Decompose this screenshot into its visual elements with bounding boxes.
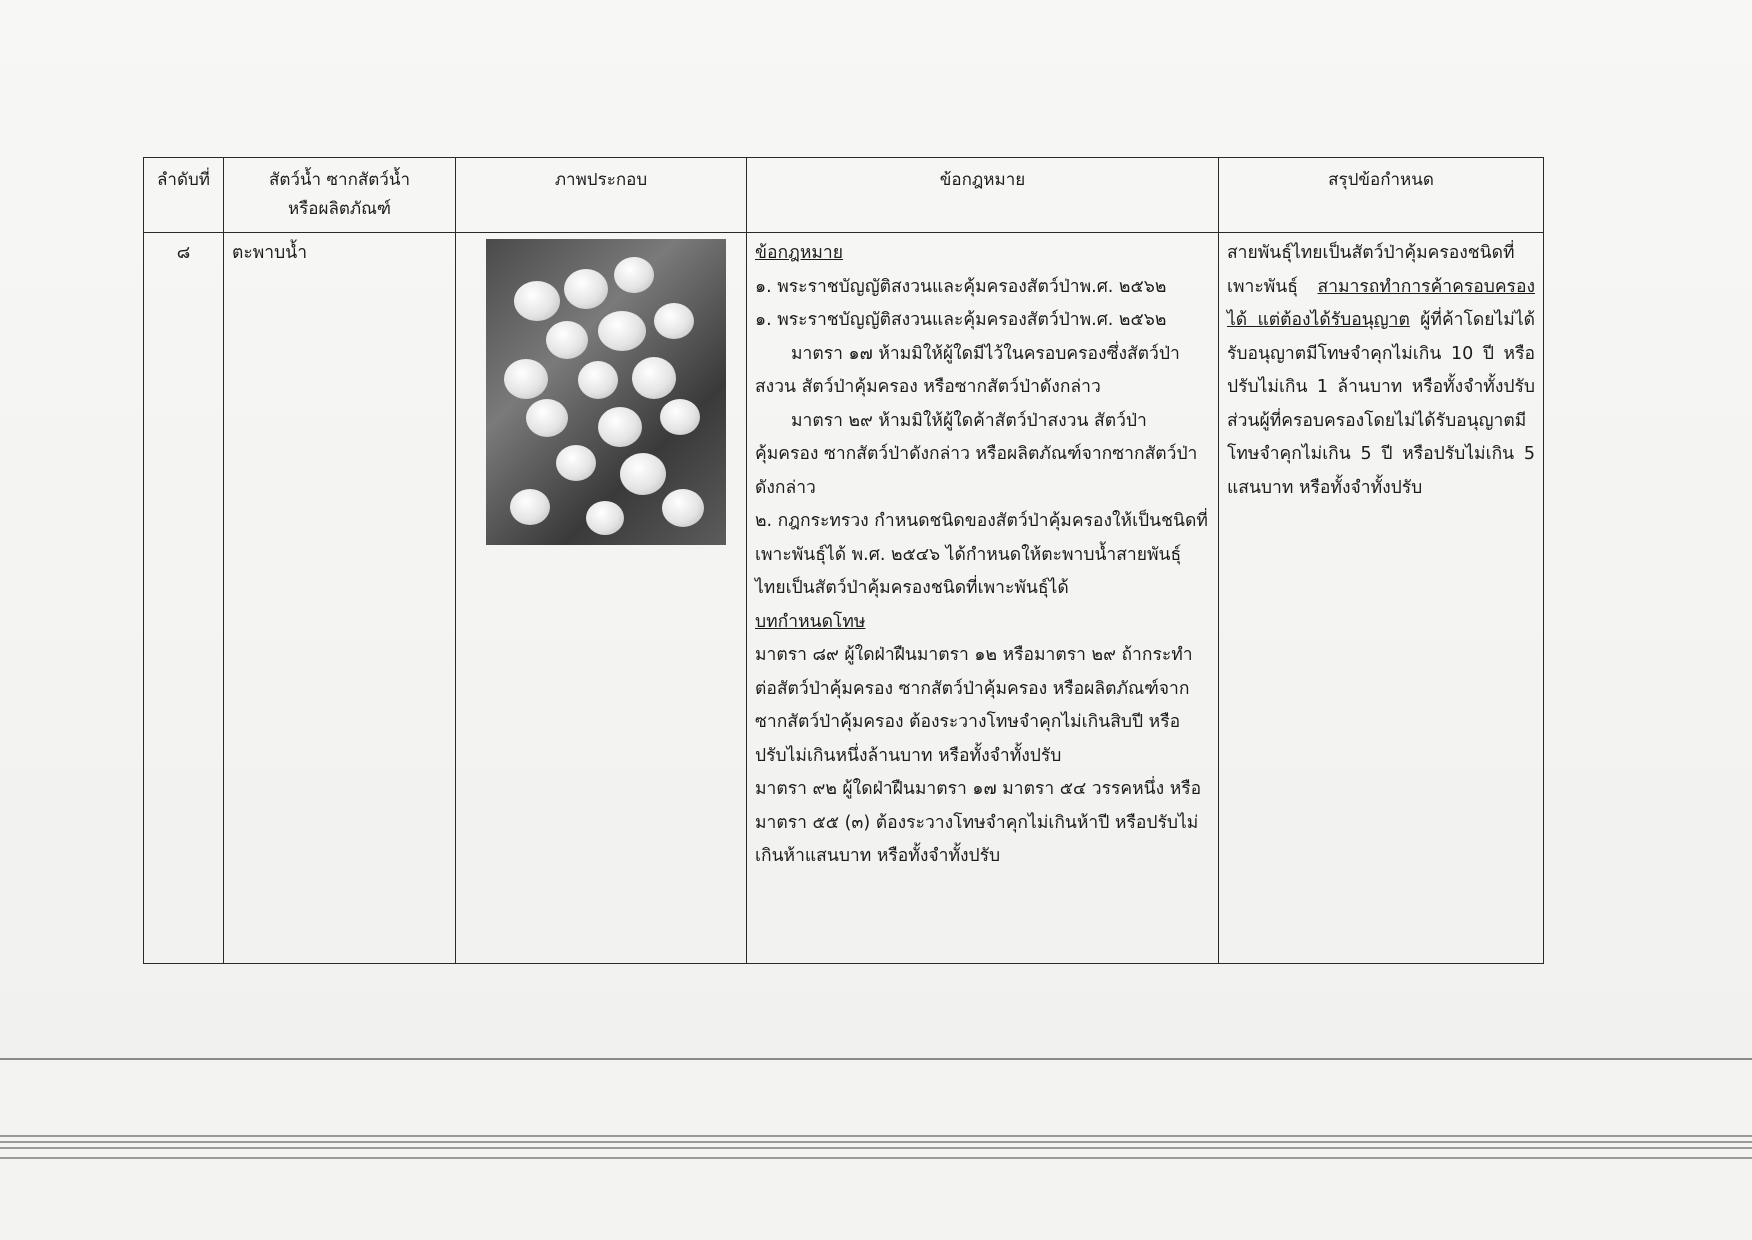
- header-row: [144, 158, 1544, 233]
- summary-part-b: สามารถทำการค้าครอบครองได้ แต่ต้องได้รับอนุญาต: [1227, 276, 1535, 330]
- summary-part-a: สายพันธุ์ไทยเป็นสัตว์ป่าคุ้มครองชนิดที่เพาะพันธุ์: [1227, 243, 1515, 297]
- law-item-2: ๒. กฎกระทรวง กำหนดชนิดของสัตว์ป่าคุ้มครองให้เป็นชนิดที่เพาะพันธุ์ได้ พ.ศ. ๒๕๔๖ ได้กำหนดให้ตะพาบน้ำสายพันธุ์ไทยเป็นสัตว์ป่าคุ้มครองชนิดที่เพาะพันธุ์ได้: [755, 511, 1208, 598]
- penalty-heading: บทกำหนดโทษ: [755, 611, 866, 632]
- header-animal-line1: สัตว์น้ำ ซากสัตว์น้ำ: [268, 170, 411, 190]
- cell-animal: ตะพาบน้ำ: [224, 233, 456, 964]
- header-image: ภาพประกอบ: [456, 158, 747, 233]
- header-summary: สรุปข้อกำหนด: [1219, 158, 1544, 233]
- header-animal: [224, 158, 456, 233]
- table-row: [144, 233, 1544, 964]
- cell-image: [456, 233, 747, 964]
- law-section-17: มาตรา ๑๗ ห้ามมิให้ผู้ใดมีไว้ในครอบครองซึ่งสัตว์ป่าสงวน สัตว์ป่าคุ้มครอง หรือซากสัตว์ป่าดังกล่าว: [755, 343, 1180, 397]
- law-item-1a: ๑. พระราชบัญญัติสงวนและคุ้มครองสัตว์ป่าพ.ศ. ๒๕๖๒: [755, 276, 1167, 297]
- cell-seq: ๘: [144, 233, 224, 964]
- header-law: ข้อกฎหมาย: [747, 158, 1219, 233]
- header-animal-line2: หรือผลิตภัณฑ์: [287, 199, 392, 219]
- penalty-section-89: มาตรา ๘๙ ผู้ใดฝ่าฝืนมาตรา ๑๒ หรือมาตรา ๒๙ ถ้ากระทำต่อสัตว์ป่าคุ้มครอง ซากสัตว์ป่าคุ้มครอง หรือผลิตภัณฑ์จากซากสัตว์ป่าคุ้มครอง ต้องระวางโทษจำคุกไม่เกินสิบปี หรือปรับไม่เกินหนึ่งล้านบาท หรือทั้งจำทั้งปรับ: [755, 645, 1193, 766]
- regulation-table: [143, 157, 1544, 964]
- summary-part-c: ผู้ที่ค้าโดยไม่ได้รับอนุญาตมีโทษจำคุกไม่เกิน 10 ปี หรือ ปรับไม่เกิน 1 ล้านบาท หรือทั้งจำทั้งปรับ ส่วนผู้ที่ครอบครองโดยไม่ได้รับอนุญาตมีโทษจำคุกไม่เกิน 5 ปี หรือปรับไม่เกิน 5 แสนบาท หรือทั้งจำทั้งปรับ: [1227, 310, 1535, 498]
- cell-summary: [1219, 233, 1544, 964]
- penalty-section-92: มาตรา ๙๒ ผู้ใดฝ่าฝืนมาตรา ๑๗ มาตรา ๕๔ วรรคหนึ่ง หรือมาตรา ๕๕ (๓) ต้องระวางโทษจำคุกไม่เกินห้าปี หรือปรับไม่เกินห้าแสนบาท หรือทั้งจำทั้งปรับ: [755, 779, 1202, 866]
- cell-law: [747, 233, 1219, 964]
- softshell-turtle-photo: [486, 239, 726, 545]
- law-section-29: มาตรา ๒๙ ห้ามมิให้ผู้ใดค้าสัตว์ป่าสงวน สัตว์ป่าคุ้มครอง ซากสัตว์ป่าดังกล่าว หรือผลิตภัณฑ์จากซากสัตว์ป่าดังกล่าว: [755, 410, 1198, 498]
- header-seq: ลำดับที่: [144, 158, 224, 233]
- law-item-1b: ๑. พระราชบัญญัติสงวนและคุ้มครองสัตว์ป่าพ.ศ. ๒๕๖๒: [755, 310, 1167, 330]
- scan-artifact-lines: [0, 1135, 1752, 1195]
- law-heading: ข้อกฎหมาย: [755, 243, 843, 263]
